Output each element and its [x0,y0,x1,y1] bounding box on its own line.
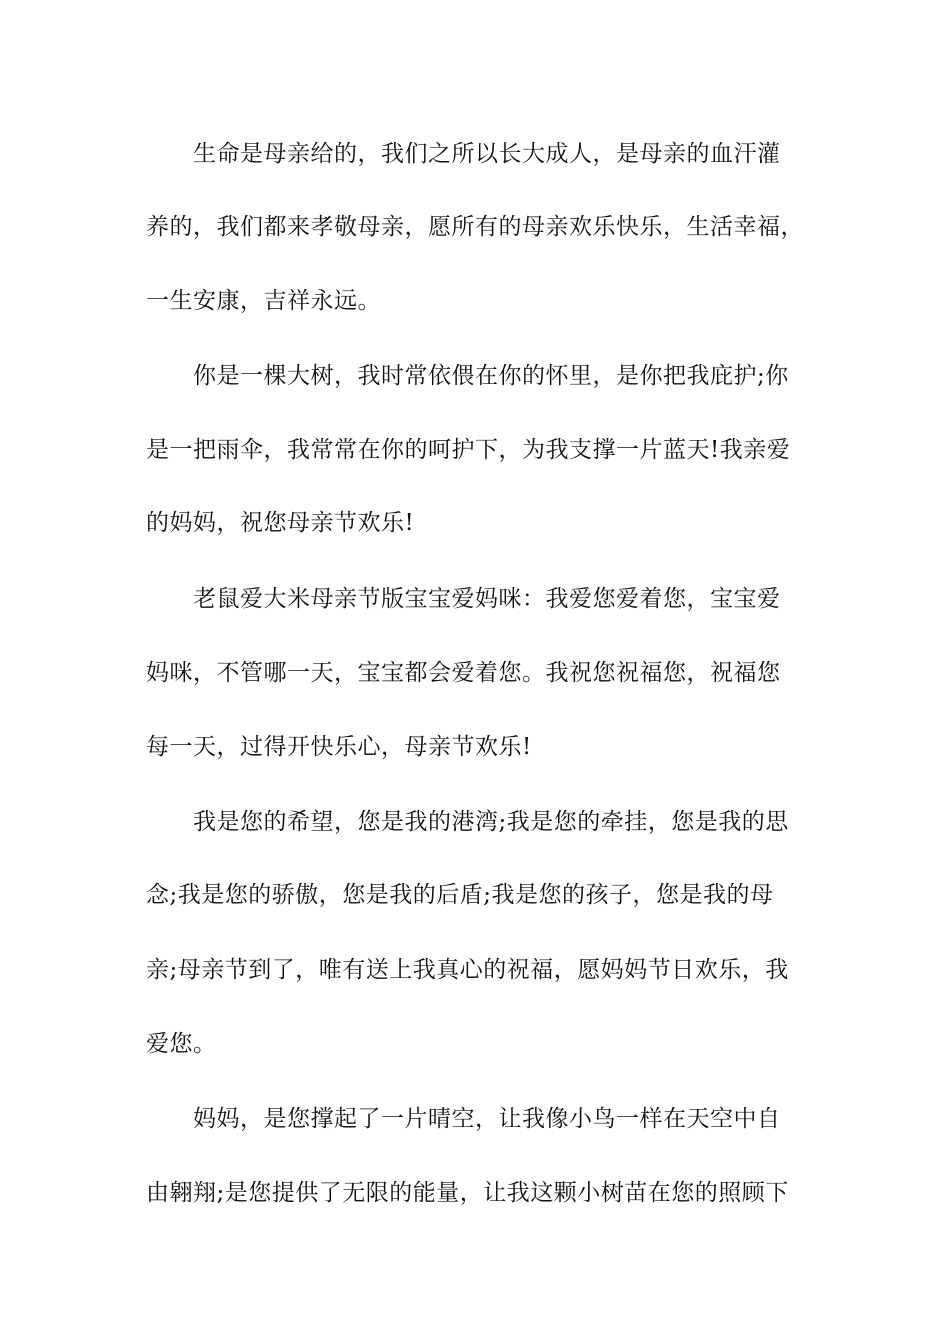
text-line: 妈妈，是您撑起了一片晴空，让我像小鸟一样在天空中自 [193,1106,781,1132]
text-line: 老鼠爱大米母亲节版宝宝爱妈咪：我爱您爱着您，宝宝爱 [193,586,781,612]
text-line: 由翱翔;是您提供了无限的能量，让我这颗小树苗在您的照顾下 [146,1180,789,1206]
text-line: 是一把雨伞，我常常在你的呵护下，为我支撑一片蓝天!我亲爱 [146,437,791,463]
text-line: 爱您。 [146,1031,217,1057]
text-line: 亲;母亲节到了，唯有送上我真心的祝福，愿妈妈节日欢乐，我 [146,957,789,983]
text-line: 每一天，过得开快乐心，母亲节欢乐! [146,734,532,760]
text-line: 养的，我们都来孝敬母亲，愿所有的母亲欢乐快乐，生活幸福， [146,214,804,240]
text-line: 你是一棵大树，我时常依偎在你的怀里，是你把我庇护;你 [193,363,789,389]
text-line: 我是您的希望，您是我的港湾;我是您的牵挂，您是我的思 [193,809,789,835]
text-line: 的妈妈，祝您母亲节欢乐! [146,510,415,536]
text-line: 一生安康，吉祥永远。 [146,288,381,314]
text-line: 妈咪，不管哪一天，宝宝都会爱着您。我祝您祝福您，祝福您 [146,660,781,686]
text-line: 念;我是您的骄傲，您是我的后盾;我是您的孩子，您是我的母 [146,882,774,908]
text-line: 生命是母亲给的，我们之所以长大成人，是母亲的血汗灌 [193,141,781,167]
